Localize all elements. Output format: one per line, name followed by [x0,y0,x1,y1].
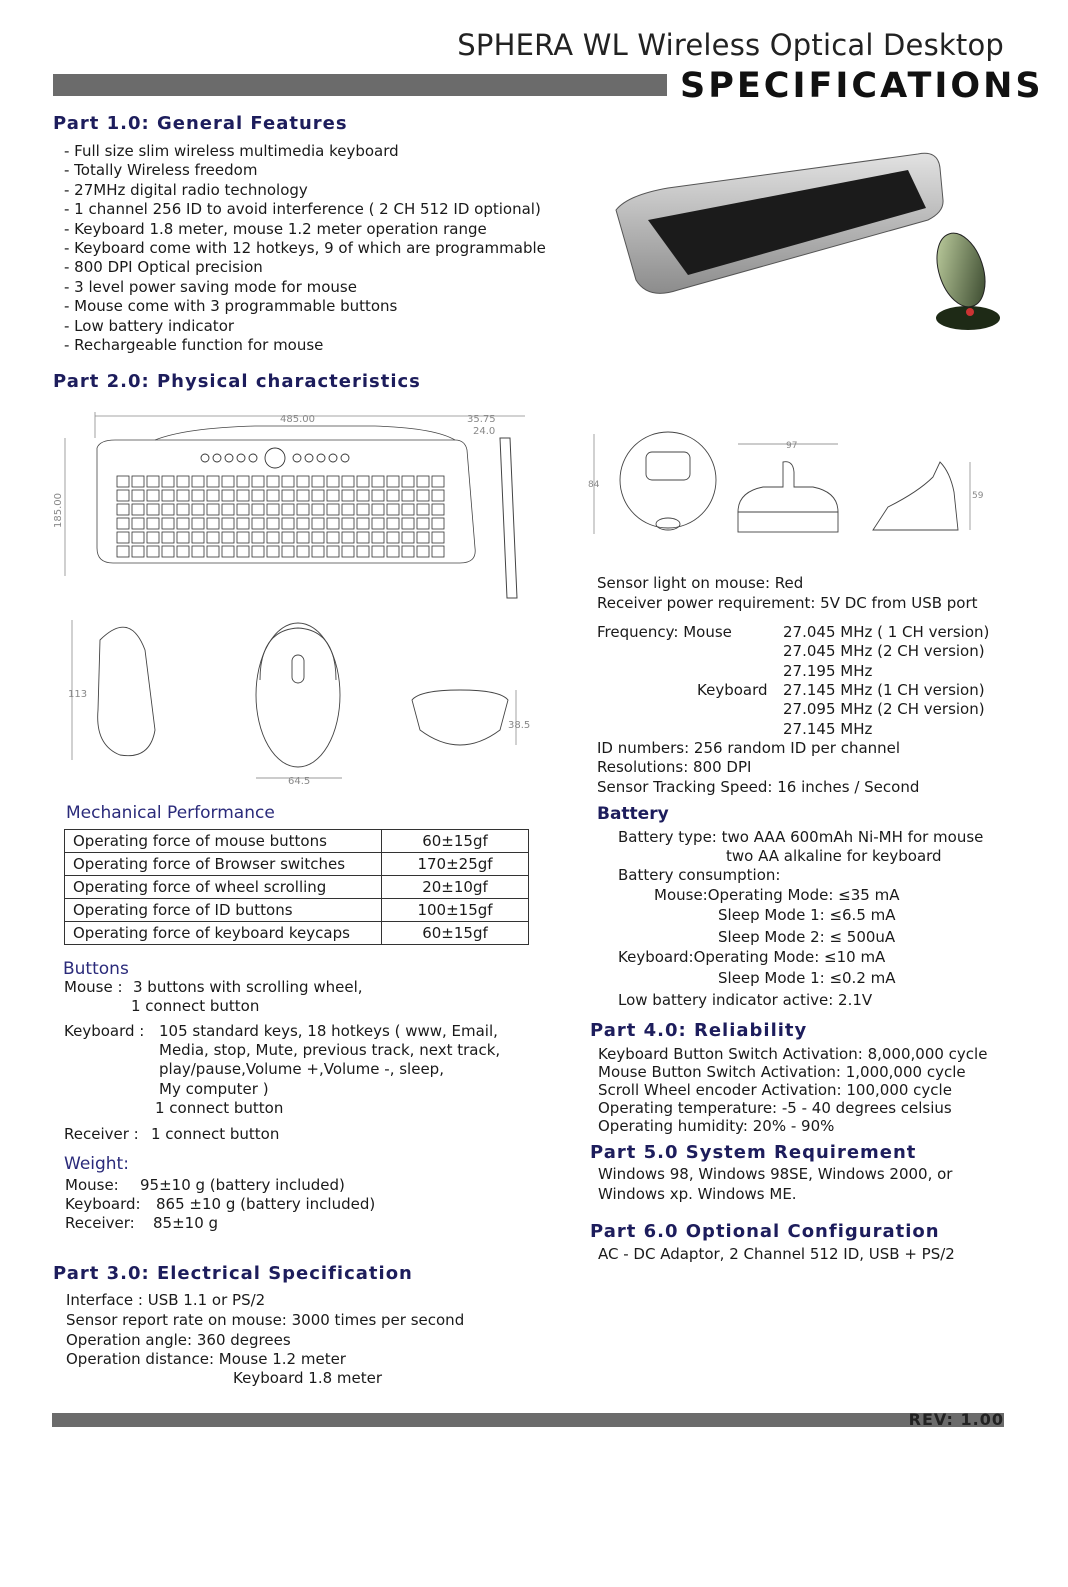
dim-mouse-len: 113 [68,689,88,700]
key-outline [402,476,414,487]
key-outline [387,476,399,487]
key-outline [132,504,144,515]
key-outline [192,546,204,557]
key-outline [192,490,204,501]
reliability-item: Mouse Button Switch Activation: 1,000,000 cycle [598,1063,966,1081]
row-label: Operating force of ID buttons [65,899,382,922]
key-outline [267,532,279,543]
key-outline [417,476,429,487]
key-outline [417,518,429,529]
feature-item: - Mouse come with 3 programmable buttons [64,297,398,316]
key-outline [342,532,354,543]
key-outline [237,532,249,543]
key-outline [237,518,249,529]
key-outline [252,546,264,557]
freq-5: 27.095 MHz (2 CH version) [783,700,985,718]
weight-rx-label: Receiver: [65,1214,135,1232]
key-outline [267,518,279,529]
key-outline [207,532,219,543]
key-outline [177,476,189,487]
table-row [65,853,529,876]
key-outline [162,490,174,501]
feature-item: - 1 channel 256 ID to avoid interference ( 2 CH 512 ID optional) [64,200,541,219]
key-outline [372,476,384,487]
mechanical-table [64,829,529,945]
dim-mouse-h: 38.5 [508,720,531,731]
resolution: Resolutions: 800 DPI [597,758,752,776]
key-outline [432,490,444,501]
key-outline [117,476,129,487]
key-outline [162,504,174,515]
key-outline [222,490,234,501]
key-outline [357,504,369,515]
buttons-mouse-line1: 3 buttons with scrolling wheel, [133,978,363,996]
battery-kb-sleep1: Sleep Mode 1: ≤0.2 mA [718,969,896,987]
key-outline [432,532,444,543]
key-outline [342,546,354,557]
key-outline [177,518,189,529]
battery-mouse-op: Mouse:Operating Mode: ≤35 mA [654,886,900,904]
buttons-kb-line2: Media, stop, Mute, previous track, next track, [159,1041,501,1059]
battery-type-1: Battery type: two AAA 600mAh Ni-MH for mouse [618,828,984,846]
key-outline [177,546,189,557]
freq-3: 27.195 MHz [783,662,873,680]
key-outline [357,546,369,557]
key-outline [417,504,429,515]
buttons-kb-line5: 1 connect button [155,1099,284,1117]
mechanical-title: Mechanical Performance [66,803,275,823]
buttons-rx-line1: 1 connect button [151,1125,280,1143]
key-outline [267,504,279,515]
key-outline [282,518,294,529]
key-outline [327,490,339,501]
key-outline [282,546,294,557]
key-outline [312,532,324,543]
key-outline [417,532,429,543]
weight-kb-value: 865 ±10 g (battery included) [156,1195,376,1213]
key-outline [282,504,294,515]
feature-item: - Totally Wireless freedom [64,161,258,180]
key-outline [252,490,264,501]
key-outline [237,504,249,515]
part1-heading: Part 1.0: General Features [53,113,348,134]
feature-item: - Full size slim wireless multimedia keyboard [64,142,399,160]
key-outline [132,476,144,487]
tracking-speed: Sensor Tracking Speed: 16 inches / Second [597,778,920,796]
key-outline [117,504,129,515]
key-outline [312,518,324,529]
weight-kb-label: Keyboard: [65,1195,141,1213]
dim-rx-w: 97 [786,441,798,451]
key-outline [222,476,234,487]
weight-rx-value: 85±10 g [153,1214,219,1232]
key-outline [417,490,429,501]
key-outline [117,490,129,501]
key-outline [237,490,249,501]
table-row [65,876,529,899]
feature-item: - 800 DPI Optical precision [64,258,263,277]
dim-mouse-w: 64.5 [288,776,311,787]
buttons-kb-line1: 105 standard keys, 18 hotkeys ( www, Email, [159,1022,498,1040]
key-outline [357,532,369,543]
key-outline [297,490,309,501]
receiver-drawing [588,432,998,544]
key-outline [327,546,339,557]
key-outline [207,476,219,487]
document-title: SPHERA WL Wireless Optical Desktop [457,28,1004,62]
key-outline [357,490,369,501]
row-value: 60±15gf [382,922,529,945]
row-value: 170±25gf [382,853,529,876]
reliability-item: Operating humidity: 20% - 90% [598,1117,835,1135]
feature-item: - Low battery indicator [64,316,235,335]
key-outline [357,476,369,487]
key-outline [402,546,414,557]
key-outline [117,546,129,557]
reliability-item: Operating temperature: -5 - 40 degrees celsius [598,1099,952,1117]
key-outline [402,532,414,543]
key-outline [222,546,234,557]
buttons-kb-line4: My computer ) [159,1080,269,1098]
row-label: Operating force of mouse buttons [65,830,382,853]
key-outline [432,518,444,529]
key-outline [207,546,219,557]
key-outline [162,476,174,487]
receiver-power: Receiver power requirement: 5V DC from USB port [597,594,978,612]
feature-item: - Keyboard 1.8 meter, mouse 1.2 meter operation range [64,219,487,238]
key-outline [372,518,384,529]
key-outline [192,504,204,515]
feature-item: - Rechargeable function for mouse [64,336,324,355]
key-outline [117,532,129,543]
revision: REV: 1.00 [908,1410,1004,1429]
part3-heading: Part 3.0: Electrical Specification [53,1263,413,1284]
key-outline [402,518,414,529]
battery-type-2: two AA alkaline for keyboard [726,847,942,865]
key-outline [132,490,144,501]
key-outline [372,490,384,501]
sensor-light: Sensor light on mouse: Red [597,574,804,592]
key-outline [282,476,294,487]
key-outline [147,518,159,529]
key-outline [342,490,354,501]
key-outline [237,546,249,557]
key-outline [252,518,264,529]
reliability-item: Scroll Wheel encoder Activation: 100,000 cycle [598,1081,952,1099]
battery-kb-op: Keyboard:Operating Mode: ≤10 mA [618,948,886,966]
key-outline [132,532,144,543]
key-outline [282,532,294,543]
freq-2: 27.045 MHz (2 CH version) [783,642,985,660]
key-outline [402,504,414,515]
dim-rx-d: 84 [588,480,600,490]
key-outline [177,490,189,501]
key-outline [282,490,294,501]
key-outline [387,532,399,543]
key-outline [387,546,399,557]
key-outline [297,518,309,529]
key-outline [267,546,279,557]
dim-kb-height: 185.00 [53,493,64,528]
key-outline [207,518,219,529]
key-outline [252,476,264,487]
dim-rx-h: 59 [972,491,984,501]
key-outline [117,518,129,529]
reliability-list [598,1045,987,1135]
table-row [65,899,529,922]
dim-kb-depth1: 35.75 [467,414,496,425]
key-outline [132,518,144,529]
key-outline [267,476,279,487]
part2-heading: Part 2.0: Physical characteristics [53,371,421,392]
buttons-title: Buttons [63,959,129,979]
key-outline [147,532,159,543]
keyboard-drawing [55,408,535,608]
battery-consumption: Battery consumption: [618,866,781,884]
key-outline [357,518,369,529]
key-outline [222,532,234,543]
key-outline [192,518,204,529]
key-outline [432,476,444,487]
key-outline [372,546,384,557]
weight-mouse-label: Mouse: [65,1176,119,1194]
dim-kb-depth2: 24.0 [473,426,496,437]
feature-item: - 3 level power saving mode for mouse [64,277,357,296]
battery-title: Battery [597,804,669,824]
key-outline [312,504,324,515]
id-numbers: ID numbers: 256 random ID per channel [597,739,901,757]
key-outline [267,490,279,501]
row-value: 20±10gf [382,876,529,899]
key-outline [342,476,354,487]
row-label: Operating force of Browser switches [65,853,382,876]
key-outline [342,504,354,515]
part4-heading: Part 4.0: Reliability [590,1020,808,1041]
key-outline [327,532,339,543]
key-outline [222,518,234,529]
features-list [64,142,546,355]
row-label: Operating force of keyboard keycaps [65,922,382,945]
buttons-kb-line3: play/pause,Volume +,Volume -, sleep, [159,1060,444,1078]
weight-title: Weight: [64,1154,129,1174]
buttons-mouse-line2: 1 connect button [131,997,260,1015]
key-outline [177,532,189,543]
feature-item: - Keyboard come with 12 hotkeys, 9 of which are programmable [64,239,546,258]
row-label: Operating force of wheel scrolling [65,876,382,899]
key-outline [387,490,399,501]
key-outline [387,504,399,515]
dim-kb-width: 485.00 [280,414,315,425]
freq-4: 27.145 MHz (1 CH version) [783,681,985,699]
optional-config: AC - DC Adaptor, 2 Channel 512 ID, USB + PS/2 [598,1245,955,1263]
key-outline [132,546,144,557]
key-outline [162,518,174,529]
table-row [65,830,529,853]
buttons-kb-label: Keyboard : [64,1022,145,1040]
key-outline [297,546,309,557]
frequency-label: Frequency: Mouse [597,623,732,641]
row-value: 60±15gf [382,830,529,853]
reliability-item: Keyboard Button Switch Activation: 8,000,000 cycle [598,1045,988,1063]
table-row [65,922,529,945]
battery-mouse-sleep1: Sleep Mode 1: ≤6.5 mA [718,906,896,924]
key-outline [237,476,249,487]
elec-distance: Operation distance: Mouse 1.2 meter [66,1350,346,1368]
freq-1: 27.045 MHz ( 1 CH version) [783,623,990,641]
key-outline [162,546,174,557]
elec-report-rate: Sensor report rate on mouse: 3000 times per second [66,1311,465,1329]
key-outline [312,546,324,557]
key-outline [312,476,324,487]
key-outline [252,532,264,543]
part5-heading: Part 5.0 System Requirement [590,1142,917,1163]
elec-distance-kb: Keyboard 1.8 meter [233,1369,383,1387]
key-outline [372,532,384,543]
key-outline [387,518,399,529]
key-outline [432,504,444,515]
product-photo [608,140,1008,335]
key-outline [417,546,429,557]
key-outline [372,504,384,515]
row-value: 100±15gf [382,899,529,922]
system-req-2: Windows xp. Windows ME. [598,1185,797,1203]
elec-angle: Operation angle: 360 degrees [66,1331,291,1349]
freq-kb-label: Keyboard [697,681,768,699]
key-outline [147,476,159,487]
key-outline [327,504,339,515]
key-outline [207,504,219,515]
key-outline [432,546,444,557]
elec-interface: Interface : USB 1.1 or PS/2 [66,1291,266,1309]
mouse-drawing [60,610,540,790]
feature-item: - 27MHz digital radio technology [64,180,308,199]
specifications-heading: SPECIFICATIONS [680,66,1044,106]
key-outline [162,532,174,543]
key-outline [147,546,159,557]
key-outline [297,504,309,515]
footer-bar [52,1413,1004,1427]
key-outline [402,490,414,501]
key-outline [327,518,339,529]
key-outline [147,504,159,515]
battery-mouse-sleep2: Sleep Mode 2: ≤ 500uA [718,928,896,946]
key-outline [177,504,189,515]
header-bar [53,74,667,96]
freq-6: 27.145 MHz [783,720,873,738]
key-outline [297,476,309,487]
key-outline [222,504,234,515]
buttons-rx-label: Receiver : [64,1125,139,1143]
key-outline [327,476,339,487]
key-outline [312,490,324,501]
key-outline [252,504,264,515]
key-outline [207,490,219,501]
part6-heading: Part 6.0 Optional Configuration [590,1221,940,1242]
key-outline [192,476,204,487]
weight-mouse-value: 95±10 g (battery included) [140,1176,345,1194]
key-outline [192,532,204,543]
key-outline [342,518,354,529]
battery-low: Low battery indicator active: 2.1V [618,991,873,1009]
key-outline [297,532,309,543]
system-req-1: Windows 98, Windows 98SE, Windows 2000, or [598,1165,953,1183]
buttons-mouse-label: Mouse : [64,978,123,996]
key-outline [147,490,159,501]
